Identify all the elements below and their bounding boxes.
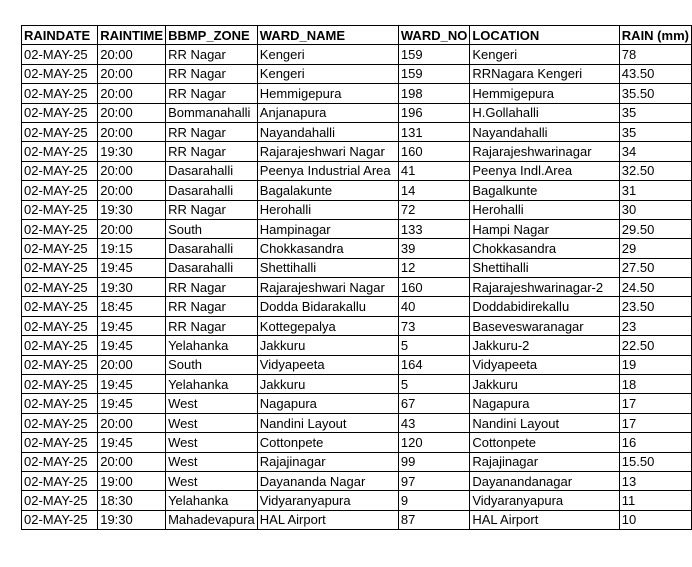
cell-ward-no: 99 bbox=[398, 452, 469, 471]
cell-bbmp-zone: Dasarahalli bbox=[166, 258, 258, 277]
cell-ward-name: HAL Airport bbox=[257, 510, 398, 529]
cell-raindate: 02-MAY-25 bbox=[22, 491, 98, 510]
cell-raintime: 19:00 bbox=[98, 471, 166, 490]
cell-raintime: 19:15 bbox=[98, 239, 166, 258]
cell-raintime: 20:00 bbox=[98, 452, 166, 471]
table-row bbox=[22, 278, 692, 297]
cell-bbmp-zone: Yelahanka bbox=[166, 336, 258, 355]
cell-ward-no: 72 bbox=[398, 200, 469, 219]
cell-raintime: 20:00 bbox=[98, 181, 166, 200]
cell-raindate: 02-MAY-25 bbox=[22, 355, 98, 374]
cell-rain-mm: 17 bbox=[619, 413, 691, 432]
cell-raindate: 02-MAY-25 bbox=[22, 161, 98, 180]
cell-bbmp-zone: RR Nagar bbox=[166, 45, 258, 64]
table-row bbox=[22, 413, 692, 432]
cell-ward-name: Bagalakunte bbox=[257, 181, 398, 200]
cell-raindate: 02-MAY-25 bbox=[22, 181, 98, 200]
cell-rain-mm: 22.50 bbox=[619, 336, 691, 355]
table-row bbox=[22, 161, 692, 180]
cell-raintime: 19:30 bbox=[98, 142, 166, 161]
cell-raintime: 20:00 bbox=[98, 161, 166, 180]
cell-location: HAL Airport bbox=[470, 510, 619, 529]
cell-bbmp-zone: West bbox=[166, 471, 258, 490]
column-header-bbmp-zone: BBMP_ZONE bbox=[166, 26, 258, 45]
cell-raindate: 02-MAY-25 bbox=[22, 413, 98, 432]
cell-rain-mm: 31 bbox=[619, 181, 691, 200]
cell-ward-name: Jakkuru bbox=[257, 375, 398, 394]
cell-location: Rajarajeshwarinagar bbox=[470, 142, 619, 161]
cell-location: Bagalkunte bbox=[470, 181, 619, 200]
cell-rain-mm: 19 bbox=[619, 355, 691, 374]
cell-ward-no: 133 bbox=[398, 219, 469, 238]
cell-ward-name: Shettihalli bbox=[257, 258, 398, 277]
table-row bbox=[22, 258, 692, 277]
cell-raintime: 19:45 bbox=[98, 258, 166, 277]
cell-ward-no: 159 bbox=[398, 45, 469, 64]
cell-bbmp-zone: South bbox=[166, 219, 258, 238]
rainfall-table bbox=[21, 25, 692, 530]
cell-ward-no: 160 bbox=[398, 142, 469, 161]
cell-rain-mm: 43.50 bbox=[619, 64, 691, 83]
cell-ward-name: Dodda Bidarakallu bbox=[257, 297, 398, 316]
cell-raindate: 02-MAY-25 bbox=[22, 336, 98, 355]
cell-raindate: 02-MAY-25 bbox=[22, 219, 98, 238]
table-row bbox=[22, 394, 692, 413]
table-row bbox=[22, 239, 692, 258]
cell-location: RRNagara Kengeri bbox=[470, 64, 619, 83]
cell-bbmp-zone: West bbox=[166, 413, 258, 432]
cell-bbmp-zone: RR Nagar bbox=[166, 84, 258, 103]
table-row bbox=[22, 375, 692, 394]
cell-ward-name: Rajajinagar bbox=[257, 452, 398, 471]
cell-location: Hemmigepura bbox=[470, 84, 619, 103]
cell-rain-mm: 29 bbox=[619, 239, 691, 258]
cell-rain-mm: 35 bbox=[619, 122, 691, 141]
cell-raintime: 20:00 bbox=[98, 45, 166, 64]
cell-raindate: 02-MAY-25 bbox=[22, 103, 98, 122]
cell-raintime: 20:00 bbox=[98, 413, 166, 432]
cell-ward-no: 196 bbox=[398, 103, 469, 122]
cell-bbmp-zone: Dasarahalli bbox=[166, 161, 258, 180]
cell-bbmp-zone: Yelahanka bbox=[166, 491, 258, 510]
cell-rain-mm: 35.50 bbox=[619, 84, 691, 103]
cell-bbmp-zone: RR Nagar bbox=[166, 297, 258, 316]
cell-bbmp-zone: Mahadevapura bbox=[166, 510, 258, 529]
cell-raintime: 20:00 bbox=[98, 84, 166, 103]
cell-location: Hampi Nagar bbox=[470, 219, 619, 238]
cell-raindate: 02-MAY-25 bbox=[22, 45, 98, 64]
cell-raintime: 19:45 bbox=[98, 433, 166, 452]
cell-location: Cottonpete bbox=[470, 433, 619, 452]
cell-raindate: 02-MAY-25 bbox=[22, 510, 98, 529]
cell-raintime: 19:30 bbox=[98, 200, 166, 219]
cell-location: Rajajinagar bbox=[470, 452, 619, 471]
cell-rain-mm: 24.50 bbox=[619, 278, 691, 297]
cell-rain-mm: 32.50 bbox=[619, 161, 691, 180]
cell-raintime: 20:00 bbox=[98, 103, 166, 122]
table-row bbox=[22, 103, 692, 122]
table-row bbox=[22, 336, 692, 355]
table-row bbox=[22, 84, 692, 103]
cell-ward-no: 43 bbox=[398, 413, 469, 432]
cell-raindate: 02-MAY-25 bbox=[22, 316, 98, 335]
table-body bbox=[22, 45, 692, 530]
cell-rain-mm: 29.50 bbox=[619, 219, 691, 238]
table-row bbox=[22, 297, 692, 316]
cell-raindate: 02-MAY-25 bbox=[22, 278, 98, 297]
cell-ward-name: Peenya Industrial Area bbox=[257, 161, 398, 180]
cell-ward-name: Chokkasandra bbox=[257, 239, 398, 258]
table-row bbox=[22, 142, 692, 161]
cell-rain-mm: 23 bbox=[619, 316, 691, 335]
cell-bbmp-zone: RR Nagar bbox=[166, 278, 258, 297]
cell-raindate: 02-MAY-25 bbox=[22, 433, 98, 452]
cell-ward-name: Anjanapura bbox=[257, 103, 398, 122]
cell-raindate: 02-MAY-25 bbox=[22, 239, 98, 258]
cell-ward-name: Hampinagar bbox=[257, 219, 398, 238]
cell-rain-mm: 27.50 bbox=[619, 258, 691, 277]
cell-raindate: 02-MAY-25 bbox=[22, 375, 98, 394]
cell-ward-no: 40 bbox=[398, 297, 469, 316]
cell-ward-name: Kengeri bbox=[257, 64, 398, 83]
cell-location: Shettihalli bbox=[470, 258, 619, 277]
cell-raindate: 02-MAY-25 bbox=[22, 394, 98, 413]
cell-ward-name: Nandini Layout bbox=[257, 413, 398, 432]
cell-raindate: 02-MAY-25 bbox=[22, 297, 98, 316]
cell-location: Jakkuru bbox=[470, 375, 619, 394]
cell-ward-no: 12 bbox=[398, 258, 469, 277]
column-header-location: LOCATION bbox=[470, 26, 619, 45]
cell-rain-mm: 18 bbox=[619, 375, 691, 394]
cell-ward-no: 67 bbox=[398, 394, 469, 413]
cell-ward-name: Hemmigepura bbox=[257, 84, 398, 103]
cell-bbmp-zone: RR Nagar bbox=[166, 64, 258, 83]
cell-rain-mm: 15.50 bbox=[619, 452, 691, 471]
cell-bbmp-zone: West bbox=[166, 394, 258, 413]
cell-ward-name: Jakkuru bbox=[257, 336, 398, 355]
header-row bbox=[22, 26, 692, 45]
cell-bbmp-zone: RR Nagar bbox=[166, 316, 258, 335]
cell-bbmp-zone: Bommanahalli bbox=[166, 103, 258, 122]
table-row bbox=[22, 122, 692, 141]
cell-ward-name: Cottonpete bbox=[257, 433, 398, 452]
cell-ward-no: 198 bbox=[398, 84, 469, 103]
cell-ward-name: Herohalli bbox=[257, 200, 398, 219]
cell-location: Jakkuru-2 bbox=[470, 336, 619, 355]
cell-ward-name: Kengeri bbox=[257, 45, 398, 64]
column-header-rain-mm: RAIN (mm) bbox=[619, 26, 691, 45]
cell-ward-no: 159 bbox=[398, 64, 469, 83]
cell-ward-no: 73 bbox=[398, 316, 469, 335]
cell-raintime: 19:45 bbox=[98, 336, 166, 355]
cell-ward-no: 39 bbox=[398, 239, 469, 258]
cell-ward-no: 5 bbox=[398, 375, 469, 394]
cell-bbmp-zone: West bbox=[166, 433, 258, 452]
cell-bbmp-zone: RR Nagar bbox=[166, 122, 258, 141]
table-row bbox=[22, 491, 692, 510]
cell-raintime: 18:30 bbox=[98, 491, 166, 510]
cell-rain-mm: 35 bbox=[619, 103, 691, 122]
cell-raindate: 02-MAY-25 bbox=[22, 471, 98, 490]
cell-ward-no: 131 bbox=[398, 122, 469, 141]
cell-bbmp-zone: Dasarahalli bbox=[166, 239, 258, 258]
cell-raintime: 20:00 bbox=[98, 355, 166, 374]
column-header-raindate: RAINDATE bbox=[22, 26, 98, 45]
cell-ward-name: Dayananda Nagar bbox=[257, 471, 398, 490]
cell-raintime: 20:00 bbox=[98, 64, 166, 83]
cell-rain-mm: 17 bbox=[619, 394, 691, 413]
table-row bbox=[22, 355, 692, 374]
table-row bbox=[22, 45, 692, 64]
table-row bbox=[22, 200, 692, 219]
cell-ward-name: Nagapura bbox=[257, 394, 398, 413]
column-header-ward-name: WARD_NAME bbox=[257, 26, 398, 45]
cell-ward-no: 97 bbox=[398, 471, 469, 490]
table-row bbox=[22, 219, 692, 238]
cell-location: Nayandahalli bbox=[470, 122, 619, 141]
cell-location: Kengeri bbox=[470, 45, 619, 64]
cell-rain-mm: 13 bbox=[619, 471, 691, 490]
cell-ward-name: Rajarajeshwari Nagar bbox=[257, 278, 398, 297]
column-header-ward-no: WARD_NO bbox=[398, 26, 469, 45]
cell-rain-mm: 11 bbox=[619, 491, 691, 510]
cell-location: Doddabidirekallu bbox=[470, 297, 619, 316]
cell-bbmp-zone: RR Nagar bbox=[166, 200, 258, 219]
cell-rain-mm: 23.50 bbox=[619, 297, 691, 316]
cell-raindate: 02-MAY-25 bbox=[22, 452, 98, 471]
table-row bbox=[22, 316, 692, 335]
cell-raintime: 19:30 bbox=[98, 510, 166, 529]
cell-location: Baseveswaranagar bbox=[470, 316, 619, 335]
cell-raintime: 20:00 bbox=[98, 122, 166, 141]
cell-raindate: 02-MAY-25 bbox=[22, 84, 98, 103]
cell-ward-name: Rajarajeshwari Nagar bbox=[257, 142, 398, 161]
cell-raindate: 02-MAY-25 bbox=[22, 142, 98, 161]
table-row bbox=[22, 64, 692, 83]
cell-location: Chokkasandra bbox=[470, 239, 619, 258]
cell-raindate: 02-MAY-25 bbox=[22, 64, 98, 83]
cell-ward-name: Kottegepalya bbox=[257, 316, 398, 335]
table-row bbox=[22, 452, 692, 471]
cell-rain-mm: 10 bbox=[619, 510, 691, 529]
cell-location: Peenya Indl.Area bbox=[470, 161, 619, 180]
cell-ward-no: 164 bbox=[398, 355, 469, 374]
cell-raintime: 19:45 bbox=[98, 316, 166, 335]
cell-location: Herohalli bbox=[470, 200, 619, 219]
cell-location: H.Gollahalli bbox=[470, 103, 619, 122]
cell-rain-mm: 30 bbox=[619, 200, 691, 219]
cell-raintime: 19:45 bbox=[98, 394, 166, 413]
cell-ward-no: 41 bbox=[398, 161, 469, 180]
cell-bbmp-zone: Yelahanka bbox=[166, 375, 258, 394]
cell-ward-no: 9 bbox=[398, 491, 469, 510]
table-row bbox=[22, 471, 692, 490]
table-row bbox=[22, 181, 692, 200]
column-header-raintime: RAINTIME bbox=[98, 26, 166, 45]
cell-location: Nandini Layout bbox=[470, 413, 619, 432]
cell-raintime: 19:30 bbox=[98, 278, 166, 297]
cell-bbmp-zone: RR Nagar bbox=[166, 142, 258, 161]
cell-ward-name: Nayandahalli bbox=[257, 122, 398, 141]
cell-bbmp-zone: South bbox=[166, 355, 258, 374]
cell-bbmp-zone: Dasarahalli bbox=[166, 181, 258, 200]
cell-ward-no: 14 bbox=[398, 181, 469, 200]
cell-bbmp-zone: West bbox=[166, 452, 258, 471]
cell-ward-name: Vidyaranyapura bbox=[257, 491, 398, 510]
cell-rain-mm: 34 bbox=[619, 142, 691, 161]
cell-raindate: 02-MAY-25 bbox=[22, 200, 98, 219]
cell-raintime: 18:45 bbox=[98, 297, 166, 316]
cell-location: Vidyaranyapura bbox=[470, 491, 619, 510]
cell-raindate: 02-MAY-25 bbox=[22, 258, 98, 277]
cell-ward-no: 5 bbox=[398, 336, 469, 355]
cell-raintime: 20:00 bbox=[98, 219, 166, 238]
cell-ward-name: Vidyapeeta bbox=[257, 355, 398, 374]
cell-raintime: 19:45 bbox=[98, 375, 166, 394]
cell-rain-mm: 78 bbox=[619, 45, 691, 64]
cell-location: Nagapura bbox=[470, 394, 619, 413]
cell-location: Dayanandanagar bbox=[470, 471, 619, 490]
cell-raindate: 02-MAY-25 bbox=[22, 122, 98, 141]
cell-rain-mm: 16 bbox=[619, 433, 691, 452]
cell-location: Rajarajeshwarinagar-2 bbox=[470, 278, 619, 297]
cell-ward-no: 160 bbox=[398, 278, 469, 297]
cell-ward-no: 87 bbox=[398, 510, 469, 529]
cell-location: Vidyapeeta bbox=[470, 355, 619, 374]
table-row bbox=[22, 433, 692, 452]
cell-ward-no: 120 bbox=[398, 433, 469, 452]
table-row bbox=[22, 510, 692, 529]
